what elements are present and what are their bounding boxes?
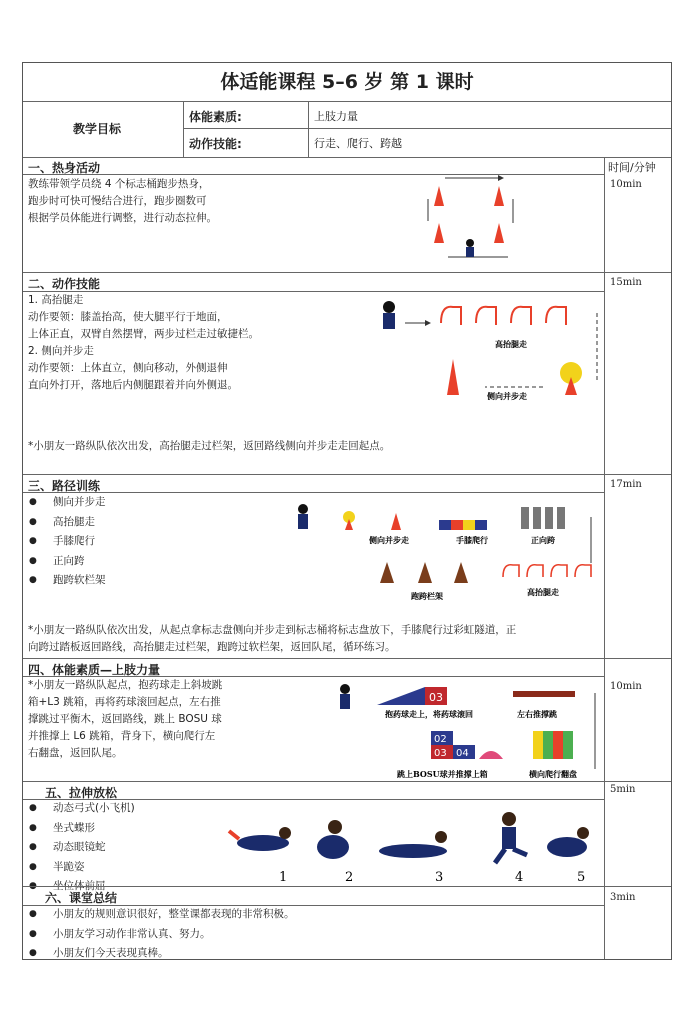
hurdle-icon bbox=[441, 307, 461, 325]
tunnel-icon bbox=[463, 520, 475, 530]
balance-beam-icon bbox=[513, 691, 575, 697]
fitness-time: 10min bbox=[610, 681, 642, 692]
bosu-ball-icon bbox=[479, 751, 503, 759]
step-board-icon bbox=[545, 507, 553, 529]
text-line: 1. 高抬腿走 bbox=[28, 294, 84, 306]
side-step-caption: 侧向并步走 bbox=[369, 535, 409, 545]
text-line: 向跨过踏板返回路线，高抬腿走过栏架，跑跨过软栏架，返回队尾，循环练习。 bbox=[28, 641, 396, 653]
child-icon bbox=[298, 504, 308, 514]
tunnel-icon bbox=[451, 520, 463, 530]
text-line: 并推撑上 L6 跳箱，背身下，横向爬行左 bbox=[28, 730, 216, 742]
warmup-text bbox=[28, 176, 217, 227]
objectives-label: 教学目标 bbox=[73, 122, 122, 136]
arrowhead bbox=[425, 320, 431, 326]
lesson-plan-table bbox=[22, 62, 672, 960]
skills-time: 15min bbox=[610, 277, 642, 288]
divider bbox=[23, 272, 671, 273]
text-line: 2. 侧向并步走 bbox=[28, 345, 94, 357]
hurdle-row bbox=[441, 307, 566, 325]
crawl-caption: 手膝爬行 bbox=[456, 535, 488, 545]
lateral-crawl-caption: 横向爬行翻盘 bbox=[529, 769, 577, 779]
skills-heading: 二、动作技能 bbox=[28, 277, 101, 291]
route-diagram bbox=[291, 497, 603, 607]
summary-heading: 六、课堂总结 bbox=[45, 891, 118, 905]
skill-value: 行走、爬行、跨越 bbox=[314, 137, 402, 150]
divider bbox=[23, 157, 671, 158]
fitness-heading: 四、体能素质—上肢力量 bbox=[28, 663, 161, 677]
skills-note: *小朋友一路纵队依次出发，高抬腿走过栏架，返回路线侧向并步走走回起点。 bbox=[28, 440, 391, 452]
step-board-icon bbox=[557, 507, 565, 529]
list-item: ● 半跪姿 bbox=[29, 858, 135, 878]
cone-icon bbox=[434, 186, 444, 206]
hurdle-row bbox=[503, 565, 591, 577]
pose-number: 5 bbox=[577, 870, 586, 885]
ball-caption: 抱药球走上，将药球滚回 bbox=[385, 709, 473, 719]
bosu-caption: 跳上BOSU球并推撑上箱 bbox=[397, 769, 488, 779]
list-item: ● 小朋友们今天表现真棒。 bbox=[29, 944, 295, 964]
fitness-label: 体能素质: bbox=[189, 110, 242, 124]
skill-label: 动作技能: bbox=[189, 137, 242, 151]
pose-figure bbox=[547, 827, 589, 857]
cone-icon bbox=[447, 359, 459, 395]
step-over-caption: 正向跨 bbox=[531, 535, 555, 545]
list-item: ● 动态弓式(小飞机) bbox=[29, 799, 135, 819]
pose-number: 2 bbox=[345, 870, 354, 885]
divider bbox=[23, 474, 671, 475]
divider bbox=[23, 781, 671, 782]
skills-text bbox=[28, 292, 259, 394]
list-item: ● 高抬腿走 bbox=[29, 513, 106, 533]
flip-mat-icon bbox=[533, 731, 543, 759]
box-number: 02 bbox=[434, 734, 447, 745]
list-item: ● 侧向并步走 bbox=[29, 493, 106, 513]
soft-hurdle-icon bbox=[454, 562, 468, 583]
list-item: ● 跑跨软栏架 bbox=[29, 571, 106, 591]
child-icon bbox=[298, 514, 308, 529]
text-line: 右翻盘，返回队尾。 bbox=[28, 747, 123, 759]
list-item: ● 动态眼镜蛇 bbox=[29, 838, 135, 858]
divider bbox=[23, 101, 671, 102]
pose-figure bbox=[379, 831, 447, 858]
list-item: ● 小朋友学习动作非常认真、努力。 bbox=[29, 925, 295, 945]
hurdle-icon bbox=[503, 565, 519, 577]
text-line: 跑步时可快可慢结合进行，跑步圈数可 bbox=[28, 195, 207, 207]
divider bbox=[23, 886, 671, 887]
side-step-caption: 侧向并步走 bbox=[487, 391, 527, 401]
high-knee-caption: 高抬腿走 bbox=[527, 587, 559, 597]
high-knee-caption: 高抬腿走 bbox=[495, 339, 527, 349]
route-time: 17min bbox=[610, 479, 642, 490]
hurdle-icon bbox=[476, 307, 496, 325]
step-board-icon bbox=[521, 507, 529, 529]
list-item: ● 坐位体前屈 bbox=[29, 877, 135, 897]
cone-icon bbox=[494, 186, 504, 206]
cone-icon bbox=[494, 223, 504, 243]
list-item: ● 正向跨 bbox=[29, 552, 106, 572]
stretch-list bbox=[29, 799, 135, 897]
route-list bbox=[29, 493, 106, 591]
time-column-divider bbox=[604, 157, 605, 959]
run-hurdle-caption: 跑跨栏架 bbox=[411, 591, 443, 601]
stretch-time: 5min bbox=[610, 784, 636, 795]
divider bbox=[183, 128, 671, 129]
warmup-heading: 一、热身活动 bbox=[28, 161, 101, 175]
text-line: *小朋友一路纵队依次出发，从起点拿标志盘侧向并步走到标志桶将标志盘放下，手膝爬行过彩虹隧道，正 bbox=[28, 624, 517, 636]
box-number: 03 bbox=[434, 748, 447, 759]
child-icon bbox=[340, 684, 350, 694]
time-header: 时间/分钟 bbox=[608, 161, 656, 174]
text-line: 根据学员体能进行调整，进行动态拉伸。 bbox=[28, 212, 217, 224]
tunnel-icon bbox=[475, 520, 487, 530]
step-board-icon bbox=[533, 507, 541, 529]
flip-mat-icon bbox=[553, 731, 563, 759]
list-item: ● 手膝爬行 bbox=[29, 532, 106, 552]
ramp-icon bbox=[377, 687, 425, 705]
fitness-text bbox=[28, 677, 222, 762]
hurdle-icon bbox=[546, 307, 566, 325]
list-item: ● 小朋友的规则意识很好，整堂课都表现的非常积极。 bbox=[29, 905, 295, 925]
cone-icon bbox=[391, 513, 401, 530]
route-heading: 三、路径训练 bbox=[28, 479, 101, 493]
page-title: 体适能课程 5–6 岁 第 1 课时 bbox=[220, 71, 474, 93]
divider bbox=[183, 101, 184, 157]
pose-figure bbox=[229, 827, 291, 851]
hurdle-icon bbox=[511, 307, 531, 325]
child-icon bbox=[383, 313, 395, 329]
divider bbox=[23, 658, 671, 659]
hurdle-icon bbox=[575, 565, 591, 577]
soft-hurdle-icon bbox=[380, 562, 394, 583]
child-icon bbox=[383, 301, 395, 313]
pose-number: 4 bbox=[515, 870, 524, 885]
route-note bbox=[28, 622, 603, 656]
text-line: 教练带领学员绕 4 个标志桶跑步热身， bbox=[28, 178, 210, 190]
pose-number: 1 bbox=[279, 870, 288, 885]
summary-list bbox=[29, 905, 295, 964]
divider bbox=[23, 492, 604, 493]
text-line: 动作要领：上体直立，侧向移动，外侧退伸 bbox=[28, 362, 228, 374]
hurdle-icon bbox=[551, 565, 567, 577]
fitness-diagram bbox=[333, 679, 603, 781]
arrowhead bbox=[498, 175, 504, 181]
cone-icon bbox=[434, 223, 444, 243]
warmup-time: 10min bbox=[610, 179, 642, 190]
summary-time: 3min bbox=[610, 892, 636, 903]
text-line: 箱+L3 跳箱，再将药球滚回起点，左右推 bbox=[28, 696, 221, 708]
stretch-poses bbox=[223, 801, 603, 885]
fitness-value: 上肢力量 bbox=[314, 110, 358, 123]
warmup-cone-diagram bbox=[418, 171, 528, 266]
child-runner-icon bbox=[466, 239, 474, 247]
child-runner-icon bbox=[466, 247, 474, 257]
pose-number: 3 bbox=[435, 870, 444, 885]
box-number: 04 bbox=[456, 748, 469, 759]
text-line: 上体正直，双臂自然摆臂，两步过栏走过敏捷栏。 bbox=[28, 328, 259, 340]
list-item: ● 坐式蝶形 bbox=[29, 819, 135, 839]
box-number: 03 bbox=[429, 691, 443, 704]
text-line: *小朋友一路纵队起点，抱药球走上斜坡跳 bbox=[28, 679, 223, 691]
child-icon bbox=[340, 694, 350, 709]
soft-hurdle-icon bbox=[418, 562, 432, 583]
text-line: 动作要领：膝盖抬高，使大腿平行于地面， bbox=[28, 311, 228, 323]
pose-figure bbox=[495, 812, 527, 863]
push-jump-caption: 左右推撑跳 bbox=[517, 709, 557, 719]
hurdle-icon bbox=[527, 565, 543, 577]
tunnel-icon bbox=[439, 520, 451, 530]
stretch-heading: 五、拉伸放松 bbox=[45, 786, 118, 800]
text-line: 撑跳过平衡木，返回路线，跳上 BOSU 球 bbox=[28, 713, 222, 725]
divider bbox=[308, 101, 309, 157]
text-line: 直向外打开，落地后内侧腿跟着并向外侧退。 bbox=[28, 379, 238, 391]
pose-figure bbox=[317, 820, 349, 859]
skills-diagram bbox=[375, 295, 605, 403]
